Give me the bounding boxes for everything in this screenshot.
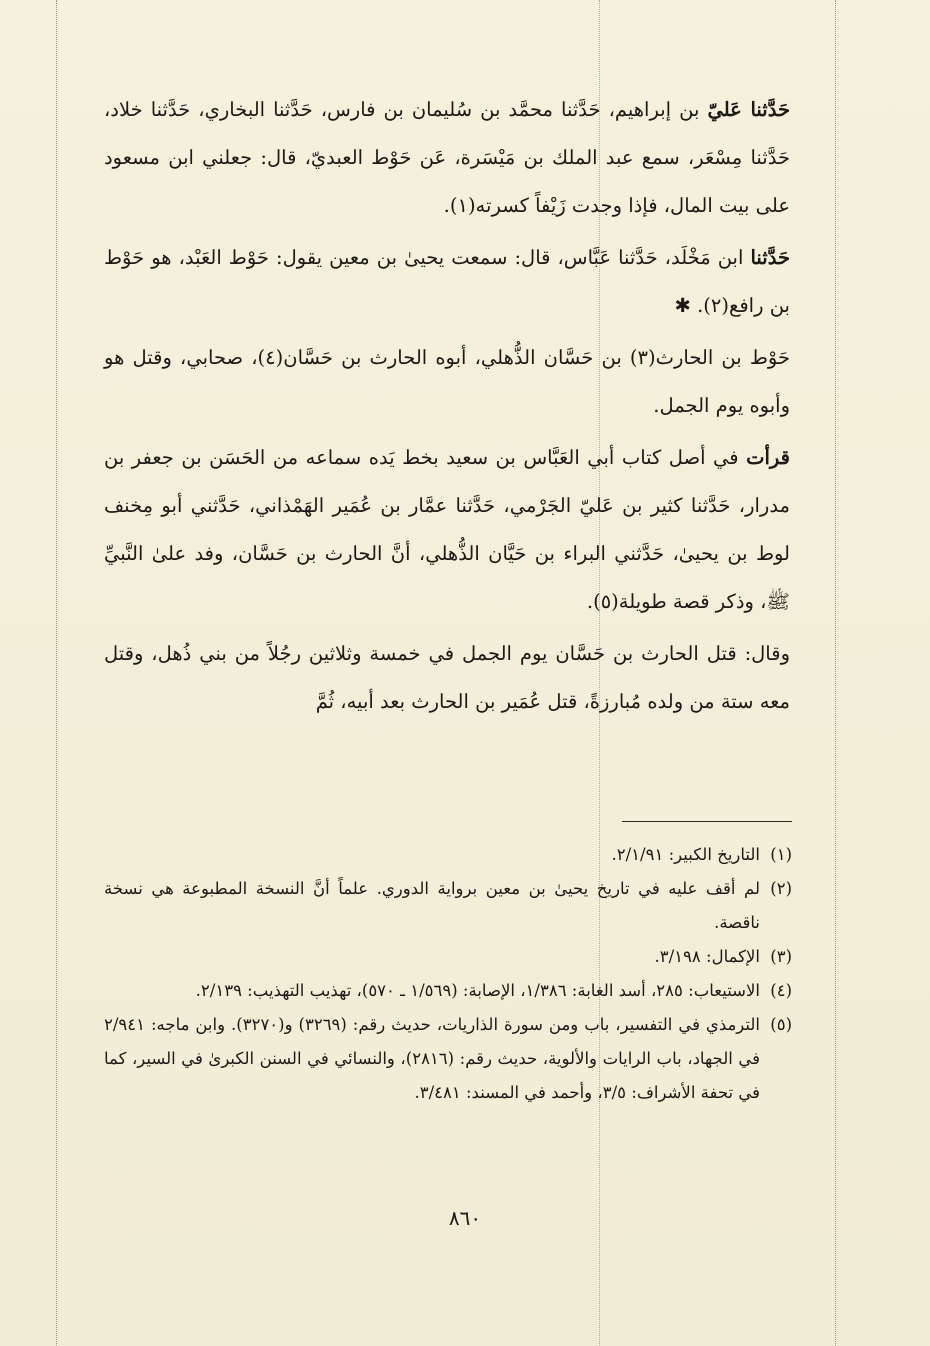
footnote-2 <box>104 872 792 940</box>
paragraph-2 <box>104 234 790 330</box>
footnote-number: (١) <box>770 845 792 864</box>
paragraph-text: في أصل كتاب أبي العَبَّاس بن سعيد بخط يَده سماعه من الحَسَن بن جعفر بن مدرار، حَدَّثنا كثير بن عَليّ الجَرْمي، حَدَّثنا عمَّار بن عُمَير الهَمْذاني، حَدَّثني أبو مِخنف لوط بن يحيىٰ، حَدَّثني البراء بن حَيَّان الذُّهلي، أنَّ الحارث بن حَسَّان، وفد علىٰ النَّبيِّ ﷺ، وذكر قصة طويلة(٥). <box>104 446 790 613</box>
paragraph-text: ابن مَخْلَد، حَدَّثنا عَبَّاس، قال: سمعت يحيىٰ بن معين يقول: حَوْط العَبْد، هو حَوْط بن رافع(٢). ✱ <box>104 246 790 317</box>
main-text <box>104 86 790 730</box>
left-guide-line <box>56 0 57 1346</box>
footnote-text: الاستيعاب: ٢٨٥، أسد الغابة: ١/٣٨٦، الإصابة: (١/٥٦٩ ـ ٥٧٠)، تهذيب التهذيب: ٢/١٣٩. <box>195 981 760 1000</box>
paragraph-1 <box>104 86 790 230</box>
footnote-3 <box>104 940 792 974</box>
page-number: ٨٦٠ <box>448 1206 482 1230</box>
footnote-5 <box>104 1008 792 1110</box>
paragraph-text: حَوْط بن الحارث(٣) بن حَسَّان الذُّهلي، أبوه الحارث بن حَسَّان(٤)، صحابي، وقتل هو وأبوه يوم الجمل. <box>104 346 790 417</box>
footnote-text: الترمذي في التفسير، باب ومن سورة الذاريات، حديث رقم: (٣٢٦٩) و(٣٢٧٠). وابن ماجه: ٢/٩٤١ في الجهاد، باب الرايات والألوية، حديث رقم: (٢٨١٦)، والنسائي في السنن الكبرىٰ في السير، كما في تحفة الأشراف: ٣/٥، وأحمد في المسند: ٣/٤٨١. <box>104 1015 761 1102</box>
paragraph-lead: حَدَّثنا عَليّ <box>707 98 790 121</box>
footnote-separator <box>622 821 792 822</box>
footnote-number: (٥) <box>770 1015 792 1034</box>
paragraph-4 <box>104 434 790 626</box>
footnote-text: التاريخ الكبير: ٢/١/٩١. <box>611 845 760 864</box>
footnotes <box>104 838 792 1110</box>
paragraph-text: بن إبراهيم، حَدَّثنا محمَّد بن سُليمان بن فارس، حَدَّثنا البخاري، حَدَّثنا خلاد، حَدَّثنا مِسْعَر، سمع عبد الملك بن مَيْسَرة، عَن حَوْط العبديّ، قال: جعلني ابن مسعود على بيت المال، فإذا وجدت زَيْفاً كسرته(١). <box>104 98 790 217</box>
paragraph-lead: حَدَّثنا <box>750 246 790 269</box>
paragraph-3 <box>104 334 790 430</box>
footnote-number: (٣) <box>770 947 792 966</box>
footnote-text: لم أقف عليه في تاريخ يحيىٰ بن معين برواية الدوري. علماً أنَّ النسخة المطبوعة هي نسخة ناقصة. <box>104 879 760 932</box>
footnote-4 <box>104 974 792 1008</box>
paragraph-text: وقال: قتل الحارث بن حَسَّان يوم الجمل في خمسة وثلاثين رجُلاً من بني ذُهل، وقتل معه ستة من ولده مُبارزةً، قتل عُمَير بن الحارث بعد أبيه، ثُمَّ <box>104 642 790 713</box>
footnote-1 <box>104 838 792 872</box>
right-guide-line <box>835 0 836 1346</box>
paragraph-lead: قرأت <box>746 446 790 469</box>
footnote-number: (٤) <box>770 981 792 1000</box>
paragraph-5 <box>104 630 790 726</box>
footnote-text: الإكمال: ٣/١٩٨. <box>654 947 760 966</box>
footnote-number: (٢) <box>770 879 792 898</box>
